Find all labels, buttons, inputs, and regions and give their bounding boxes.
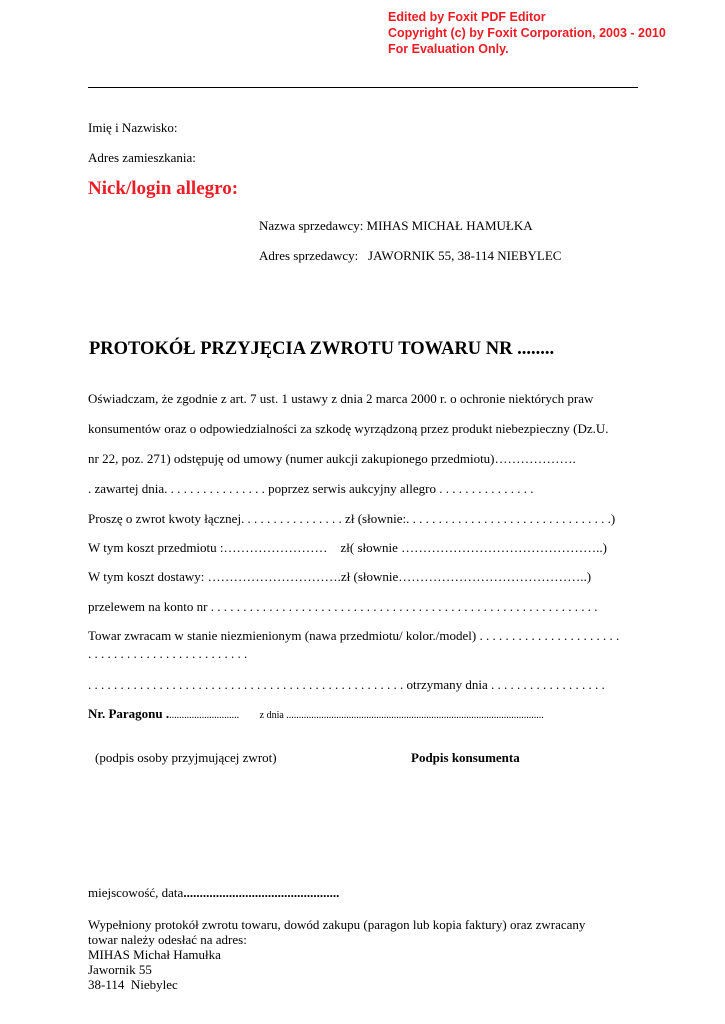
item-condition-continuation: . . . . . . . . . . . . . . . . . . . . . . . . .	[88, 646, 248, 661]
seller-name: Nazwa sprzedawcy: MIHAS MICHAŁ HAMUŁKA	[259, 218, 533, 233]
item-cost-line: W tym koszt przedmiotu :…………………… zł( słownie ………………………………………..)	[88, 540, 607, 555]
watermark-line-2: Copyright (c) by Foxit Corporation, 2003 - 2010	[388, 26, 666, 40]
bank-account-line: przelewem na konto nr . . . . . . . . . . . . . . . . . . . . . . . . . . . . . . . . . . . . . . . . . . . . . . . . . . . . . . . . . . . .	[88, 599, 598, 614]
watermark-line-3: For Evaluation Only.	[388, 42, 509, 56]
item-condition-line: Towar zwracam w stanie niezmienionym (nawa przedmiotu/ kolor./model) . . . . . . . . . . . . . . . . . . . . . .	[88, 628, 620, 643]
delivery-cost-line: W tym koszt dostawy: ………………………….zł (słownie……………………………………..)	[88, 569, 592, 584]
header-rule	[88, 87, 638, 88]
place-date-label: miejscowość, data	[88, 885, 184, 900]
footer-line-4: Jawornik 55	[88, 962, 152, 977]
receipt-number-line	[88, 706, 544, 722]
footer-line-2: towar należy odesłać na adres:	[88, 932, 247, 947]
staff-signature-label: (podpis osoby przyjmującej zwrot)	[95, 750, 277, 765]
buyer-address-label: Adres zamieszkania:	[88, 150, 196, 165]
seller-address: Adres sprzedawcy: JAWORNIK 55, 38-114 NIEBYLEC	[259, 248, 562, 263]
body-line-3: nr 22, poz. 271) odstępuję od umowy (numer aukcji zakupionego przedmiotu)……………….	[88, 451, 576, 466]
allegro-nick-label: Nick/login allegro:	[88, 178, 239, 199]
consumer-signature-label: Podpis konsumenta	[411, 750, 520, 765]
receipt-date-text: z dnia .......................................................................................................	[259, 710, 544, 721]
received-date-line: . . . . . . . . . . . . . . . . . . . . . . . . . . . . . . . . . . . . . . . . . . . . . . . . . otrzymany dnia . . . . . . . . . . . . . . . . . .	[88, 677, 605, 692]
document-title: PROTOKÓŁ PRZYJĘCIA ZWROTU TOWARU NR ........	[89, 339, 555, 359]
receipt-number-label: Nr. Paragonu .	[88, 706, 170, 721]
place-date-dots: ................................................	[183, 885, 340, 900]
footer-line-1: Wypełniony protokół zwrotu towaru, dowód zakupu (paragon lub kopia faktury) oraz zwracany	[88, 917, 586, 932]
receipt-date	[260, 706, 544, 721]
receipt-number-dots: ............................	[169, 710, 240, 721]
total-amount-line: Proszę o zwrot kwoty łącznej. . . . . . . . . . . . . . . . zł (słownie:. . . . . . . . . . . . . . . . . . . . . . . . . . . . . . . .)	[88, 511, 616, 526]
buyer-name-label: Imię i Nazwisko:	[88, 120, 178, 135]
body-line-1: Oświadczam, że zgodnie z art. 7 ust. 1 ustawy z dnia 2 marca 2000 r. o ochronie niektórych praw	[88, 391, 594, 406]
watermark-line-1: Edited by Foxit PDF Editor	[388, 10, 546, 24]
place-date-line	[88, 885, 339, 901]
return-address-block	[88, 917, 585, 992]
body-line-2: konsumentów oraz o odpowiedzialności za szkodę wyrządzoną przez produkt niebezpieczny (Dz.U.	[88, 421, 609, 436]
footer-line-5: 38-114 Niebylec	[88, 977, 178, 992]
footer-line-3: MIHAS Michał Hamułka	[88, 947, 221, 962]
evaluation-watermark	[388, 9, 666, 57]
contract-date-line: . zawartej dnia. . . . . . . . . . . . . . . . poprzez serwis aukcyjny allegro . . . . . . . . . . . . . . .	[88, 481, 534, 496]
